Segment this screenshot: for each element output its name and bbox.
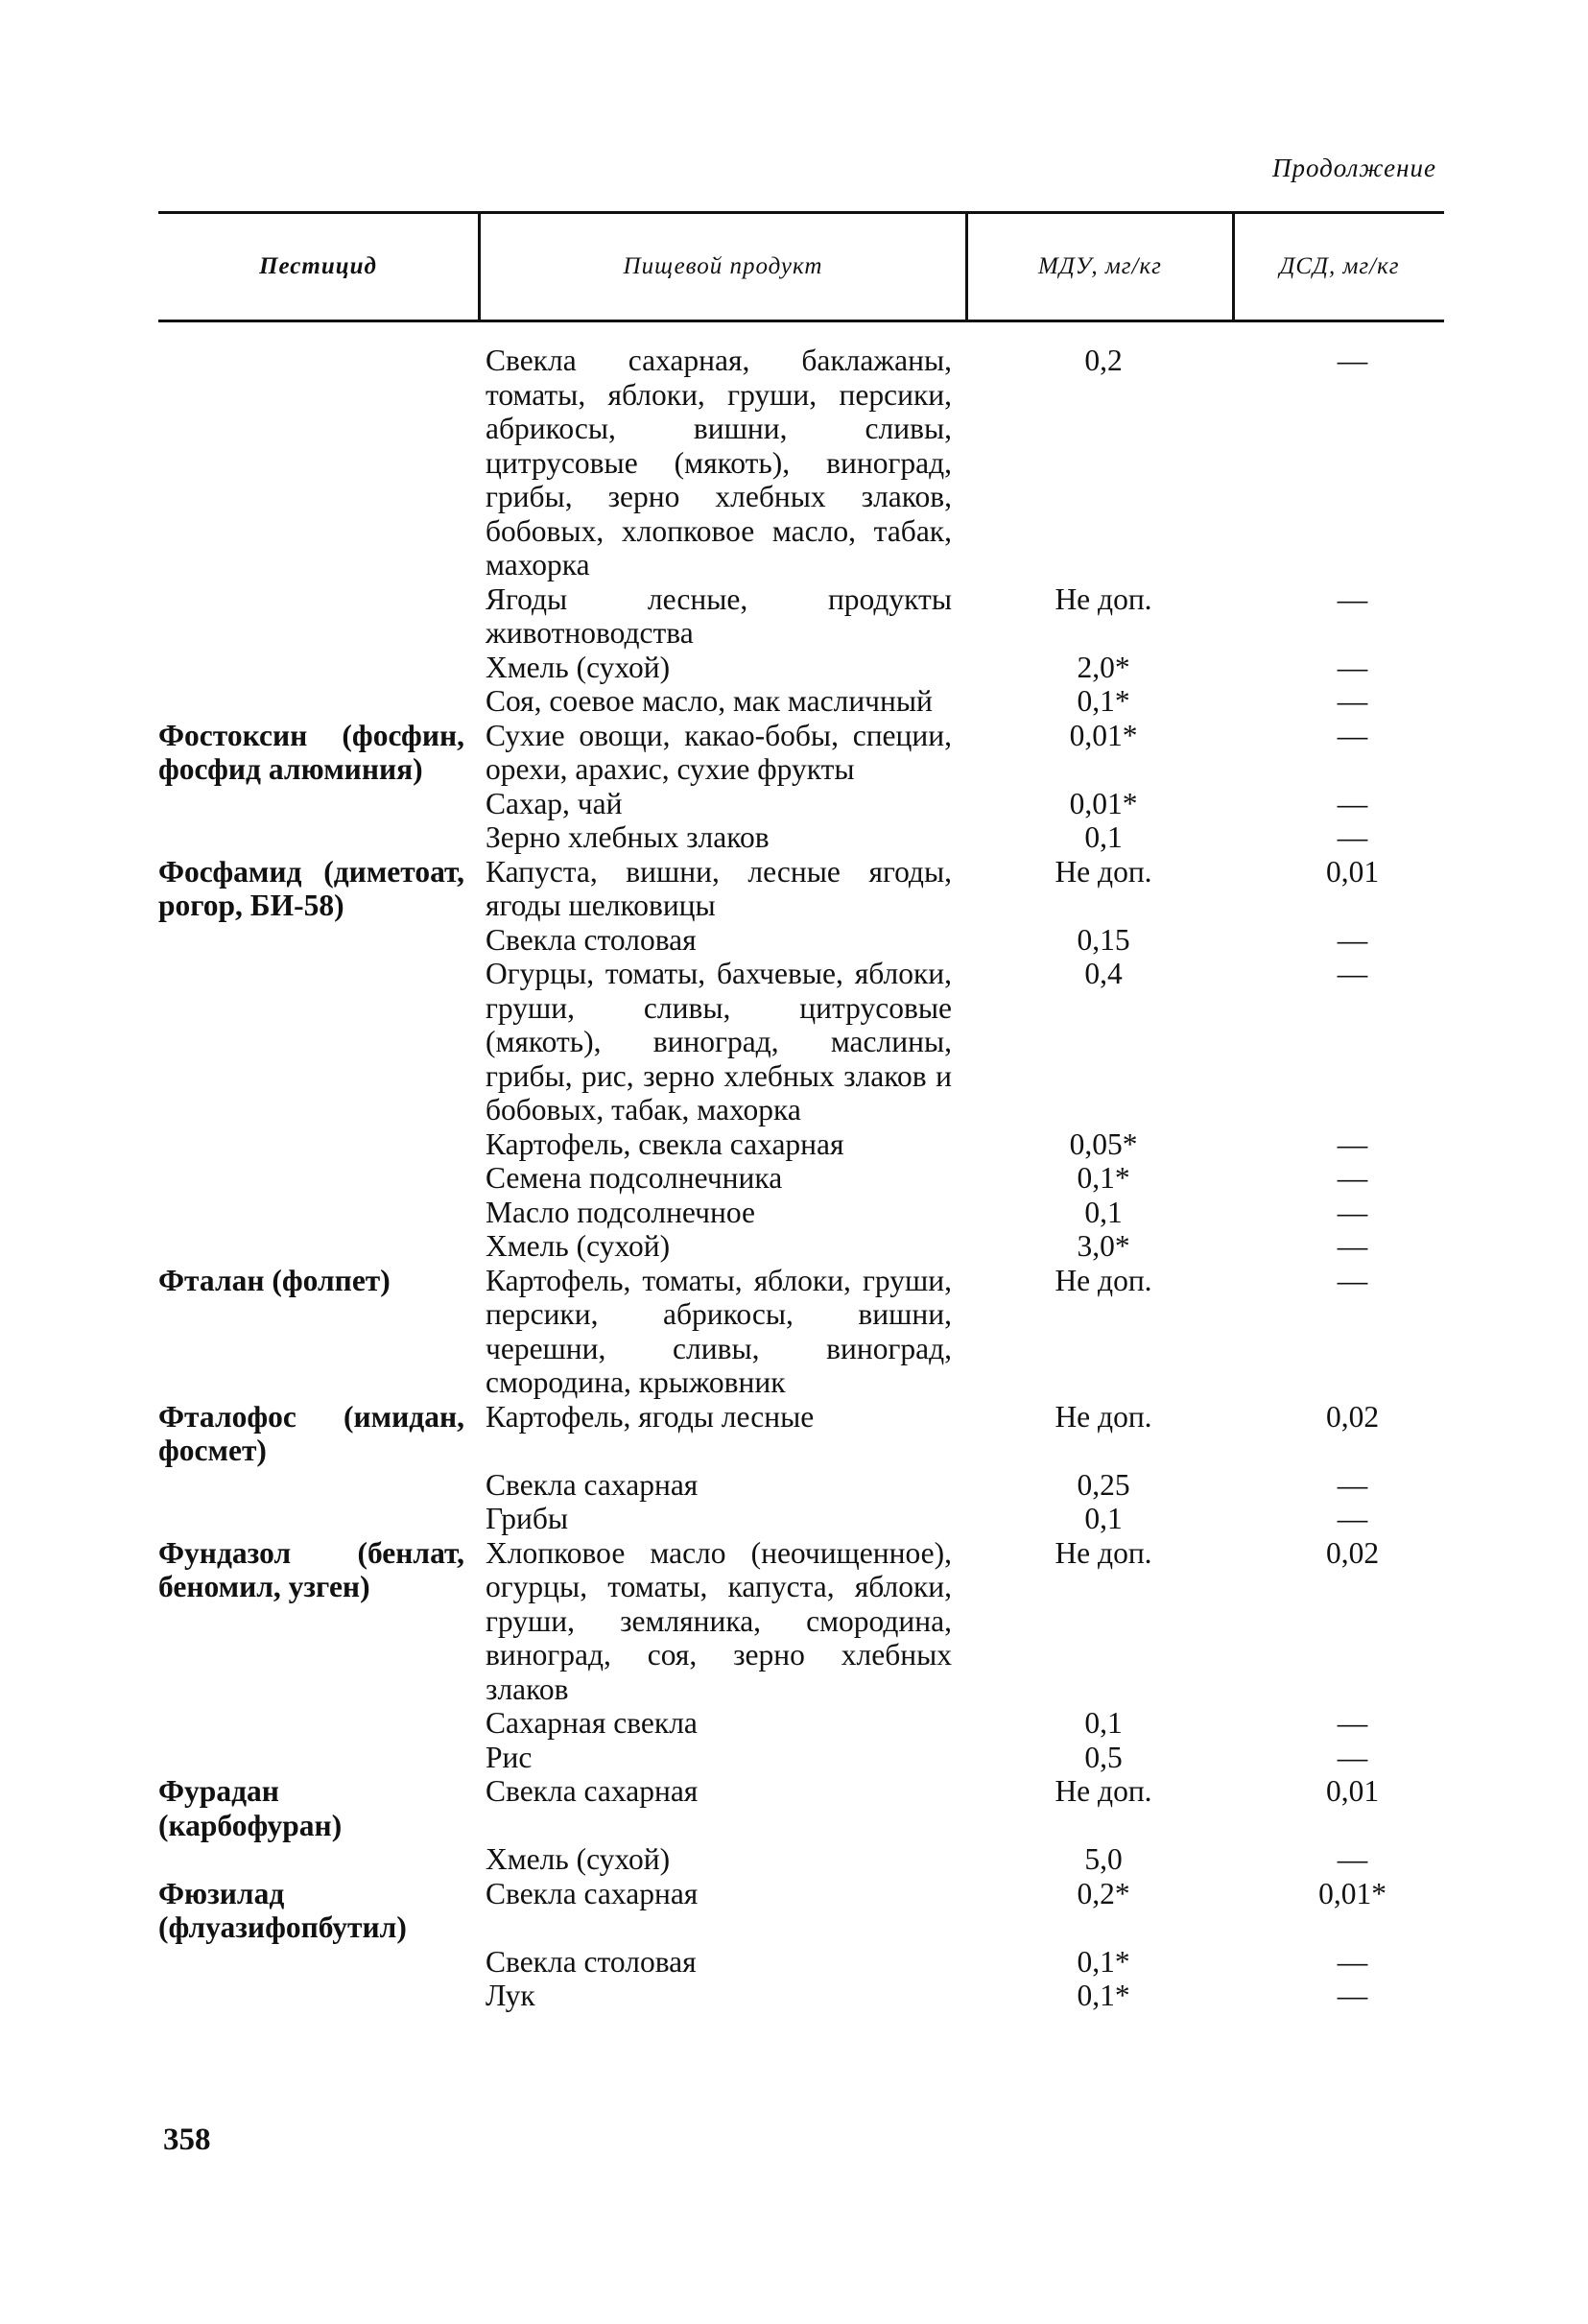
dsd-cell: — [1337,786,1368,820]
mdu-cell: 5,0 [1084,1842,1123,1876]
pesticide-cell [158,1945,478,1980]
table-row [158,787,1444,821]
mdu-cell: 0,2* [1077,1876,1130,1910]
food-cell: Картофель, свекла сахарная [486,1126,844,1161]
mdu-cell: 0,1* [1077,684,1130,718]
table-header [158,214,1444,320]
food-cell: Ягоды лесные, продукты животноводства [486,581,952,650]
food-cell: Сахар, чай [486,786,623,820]
dsd-cell: — [1337,650,1368,684]
food-cell: Семена подсолнечника [486,1161,783,1195]
dsd-cell: — [1337,1195,1368,1229]
mdu-cell: 0,1 [1084,1502,1123,1535]
dsd-cell: 0,02 [1325,1399,1380,1434]
dsd-cell: — [1337,1467,1368,1502]
dsd-cell: — [1337,1740,1368,1774]
dsd-cell: — [1337,1979,1368,2012]
mdu-cell: Не доп. [1055,1535,1152,1570]
pesticide-cell: Фосфамид (диметоат, рогор, БИ-58) [158,854,464,922]
food-cell: Картофель, томаты, яблоки, груши, персики, абрикосы, вишни, черешни, сливы, виноград, смородина, крыжовник [486,1263,952,1399]
header-food: Пищевой продукт [478,214,965,320]
mdu-cell: 0,01* [1069,786,1138,820]
table-row [158,344,1444,582]
table-row [158,1774,1444,1842]
dsd-cell: — [1337,820,1368,854]
mdu-cell: 0,1 [1084,820,1123,854]
header-pesticide: Пестицид [259,253,377,279]
page-number: 358 [163,2122,211,2157]
table-row [158,1127,1444,1162]
table-row [158,1741,1444,1775]
pesticide-cell [158,1979,478,2013]
mdu-cell: 0,15 [1077,922,1130,957]
pesticide-cell [158,1502,478,1536]
mdu-cell: Не доп. [1055,581,1152,616]
food-cell: Хмель (сухой) [486,650,671,684]
mdu-cell: 0,1* [1077,1161,1130,1195]
table-row [158,1196,1444,1230]
table-row [158,1979,1444,2013]
food-cell: Лук [486,1979,535,2012]
table-row [158,1877,1444,1945]
food-cell: Сухие овощи, какао-бобы, специи, орехи, арахис, сухие фрукты [486,718,952,786]
pesticide-cell [158,1842,478,1877]
food-cell: Хмель (сухой) [486,1842,671,1876]
pesticide-cell: Фталан (фолпет) [158,1263,391,1297]
table-row [158,923,1444,958]
pesticide-cell: Фундазол (бенлат, беномил, узген) [158,1535,464,1603]
food-cell: Масло подсолнечное [486,1195,755,1229]
dsd-cell: — [1337,344,1368,377]
pesticide-cell [158,582,478,651]
table-row [158,1400,1444,1468]
pesticide-cell: Фурадан (карбофуран) [158,1774,343,1842]
dsd-cell: — [1337,1229,1368,1263]
table-row [158,820,1444,855]
table-row [158,1229,1444,1264]
pesticide-cell: Фюзилад (флуазифопбутил) [158,1876,407,1944]
pesticide-cell [158,787,478,821]
table-row [158,957,1444,1127]
mdu-cell: 0,1 [1084,1195,1123,1229]
dsd-cell: — [1337,718,1368,752]
dsd-cell: 0,01 [1325,1774,1380,1808]
table-row [158,1161,1444,1196]
pesticide-cell [158,957,478,1127]
dsd-cell: — [1337,1161,1368,1195]
pesticide-cell [158,923,478,958]
food-cell: Свекла сахарная [486,1774,699,1808]
pesticide-cell [158,1127,478,1162]
food-cell: Огурцы, томаты, бахчевые, яблоки, груши, сливы, цитрусовые (мякоть), виноград, маслины, грибы, рис, зерно хлебных злаков и бобовых, табак, махорка [486,957,952,1126]
table-row [158,1264,1444,1400]
mdu-cell: 0,1* [1077,1944,1130,1979]
food-cell: Капуста, вишни, лесные ягоды, ягоды шелковицы [486,854,952,922]
food-cell: Соя, соевое масло, мак масличный [486,684,933,718]
dsd-cell: — [1337,1502,1368,1535]
pesticide-cell [158,1468,478,1503]
mdu-cell: 0,05* [1069,1126,1138,1161]
food-cell: Свекла сахарная [486,1876,699,1910]
pesticide-cell [158,1161,478,1196]
table-row [158,651,1444,685]
pesticide-table [158,211,1444,2013]
food-cell: Хлопковое масло (неочищенное), огурцы, томаты, капуста, яблоки, груши, земляника, смородина, виноград, соя, зерно хлебных злаков [486,1535,952,1706]
food-cell: Свекла сахарная [486,1467,699,1502]
table-row [158,1945,1444,1980]
food-cell: Свекла столовая [486,1944,697,1979]
mdu-cell: 0,2 [1084,344,1123,377]
mdu-cell: Не доп. [1055,1774,1152,1808]
dsd-cell: — [1337,684,1368,718]
table-row [158,582,1444,651]
food-cell: Сахарная свекла [486,1706,698,1740]
mdu-cell: Не доп. [1055,854,1152,889]
food-cell: Свекла столовая [486,922,697,957]
food-cell: Грибы [486,1502,569,1535]
table-body [158,322,1444,2013]
table-row [158,1706,1444,1741]
mdu-cell: 3,0* [1077,1229,1130,1263]
table-row [158,684,1444,719]
dsd-cell: — [1337,1263,1368,1297]
mdu-cell: 0,4 [1084,957,1123,990]
mdu-cell: 2,0* [1077,650,1130,684]
food-cell: Зерно хлебных злаков [486,820,770,854]
mdu-cell: Не доп. [1055,1399,1152,1434]
table-row [158,1468,1444,1503]
table-row [158,1502,1444,1536]
mdu-cell: 0,01* [1069,718,1138,752]
pesticide-cell [158,1706,478,1741]
mdu-cell: 0,25 [1077,1467,1130,1502]
dsd-cell: — [1337,957,1368,990]
food-cell: Свекла сахарная, баклажаны, томаты, яблоки, груши, персики, абрикосы, вишни, сливы, цитрусовые (мякоть), виноград, грибы, зерно хлебных злаков, бобовых, хлопковое масло, табак, махорка [486,344,952,581]
pesticide-cell [158,651,478,685]
table-row [158,1536,1444,1707]
dsd-cell: — [1337,581,1368,616]
table-row [158,1842,1444,1877]
dsd-cell: 0,02 [1325,1535,1380,1570]
table-row [158,719,1444,787]
continuation-label: Продолжение [1271,154,1436,182]
pesticide-cell [158,684,478,719]
pesticide-cell [158,1229,478,1264]
dsd-cell: 0,01* [1318,1876,1387,1910]
food-cell: Картофель, ягоды лесные [486,1399,815,1434]
food-cell: Хмель (сухой) [486,1229,671,1263]
table-row [158,855,1444,923]
dsd-cell: — [1337,1706,1368,1740]
dsd-cell: — [1337,922,1368,957]
dsd-cell: 0,01 [1325,854,1380,889]
pesticide-cell [158,1196,478,1230]
pesticide-cell [158,1741,478,1775]
header-mdu: МДУ, мг/кг [965,214,1232,320]
dsd-cell: — [1337,1944,1368,1979]
pesticide-cell: Фостоксин (фосфин, фосфид алюминия) [158,718,464,786]
mdu-cell: Не доп. [1055,1263,1152,1297]
pesticide-cell [158,344,478,582]
mdu-cell: 0,1 [1084,1706,1123,1740]
food-cell: Рис [486,1740,533,1774]
pesticide-cell: Фталофос (имидан, фосмет) [158,1399,464,1467]
dsd-cell: — [1337,1842,1368,1876]
pesticide-cell [158,820,478,855]
mdu-cell: 0,5 [1084,1740,1123,1774]
dsd-cell: — [1337,1126,1368,1161]
header-dsd: ДСД, мг/кг [1232,214,1444,320]
mdu-cell: 0,1* [1077,1979,1130,2012]
